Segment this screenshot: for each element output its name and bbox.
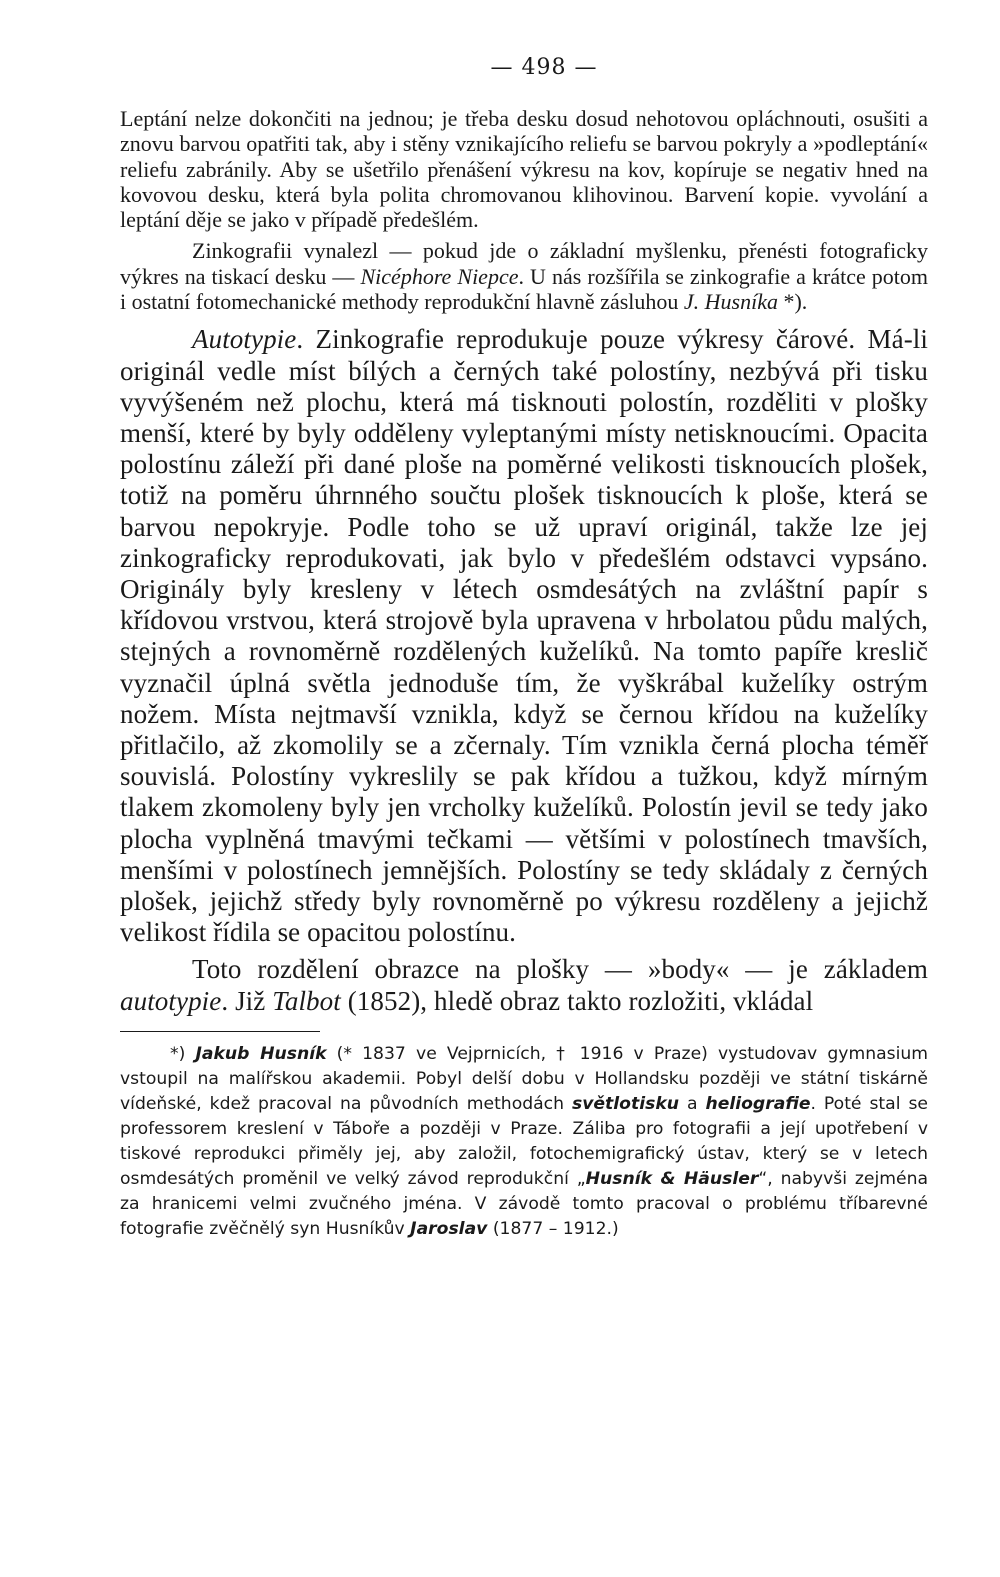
footnote-marker: *) xyxy=(170,1043,196,1064)
footnote-term-svetlotisk: světlotisku xyxy=(571,1093,679,1114)
paragraph-4-text-c: (1852), hledě obraz takto rozložiti, vkládal xyxy=(340,985,814,1016)
paragraph-2-name-husnik: J. Husníka xyxy=(683,289,778,315)
footnote-firm-name: Husník & Häusler xyxy=(585,1168,759,1189)
paragraph-2-text-a: Zinkografii vynalezl — pokud jde o základní myšlenku, přenésti fotograficky výkres na tiskací desku — xyxy=(120,238,928,289)
paragraph-1 xyxy=(120,106,928,232)
document-page xyxy=(120,55,928,1242)
footnote-name-husnik: Jakub Husník xyxy=(195,1043,327,1064)
paragraph-4-text-b: . Již xyxy=(221,985,273,1016)
footnote-text-b: a xyxy=(678,1093,706,1114)
paragraph-2-name-niepce: Nicéphore Niepce xyxy=(360,263,519,289)
page-number: — 498 — xyxy=(490,55,598,80)
paragraph-3 xyxy=(120,324,928,948)
footnote-text-d: “, nabyvši zejména za hranicemi velmi zvučného jména. V závodě tomto pracoval o problému tříbarevné fotografie zvěčnělý syn Husníkův xyxy=(120,1168,928,1239)
paragraph-4-text-a: Toto rozdělení obrazce na plošky — »body« — je základem xyxy=(192,954,928,985)
footnote-text-e: (1877 – 1912.) xyxy=(487,1218,619,1239)
footnote-text-a: (* 1837 ve Vejprnicích, † 1916 v Praze) vystudovav gymnasium vstoupil na malířskou akademii. Pobyl delší dobu v Hollandsku později ve státní tiskárně vídeňské, kdež pracoval na původních methodách xyxy=(120,1043,928,1114)
paragraph-2-text-b: . U nás rozšířila se zinkografie a krátce potom i ostatní fotomechanické methody reprodukční hlavně zásluhou xyxy=(120,263,929,315)
paragraph-4-name-talbot: Talbot xyxy=(272,985,341,1016)
footnote-term-heliografie: heliografie xyxy=(705,1093,811,1114)
paragraph-1-text: Leptání nelze dokončiti na jednou; je třeba desku dosud nehotovou opláchnouti, osušiti a znovu barvou opatřiti tak, aby i stěny vznikajícího reliefu se barvou pokryly a »podleptání« reliefu zabránily. Aby se ušetřilo přenášení výkresu na kov, kopíruje se negativ hned na kovovou desku, která byla polita chromovanou klihovinou. Barvení kopie. vyvolání a leptání děje se jako v případě předešlém. xyxy=(120,106,928,233)
footnote-divider xyxy=(120,1031,320,1032)
footnote xyxy=(120,1042,928,1242)
footnote-text-c: . Poté stal se professorem kreslení v Táboře a později v Praze. Záliba pro fotografii a její upotřebení v tiskové reprodukci přiměly jej, aby založil, fotochemigrafický ústav, který se v letech osmdesátých proměnil ve velký závod reprodukční „ xyxy=(120,1093,928,1189)
paragraph-2 xyxy=(120,238,928,314)
footnote-name-jaroslav: Jaroslav xyxy=(410,1218,488,1239)
paragraph-3-text: . Zinkografie reprodukuje pouze výkresy čárové. Má-li originál vedle míst bílých a černých také polostíny, nezbývá při tisku vyvýšeném než plochu, která má tisknouti polostín, rozděliti v plošky menší, které by byly odděleny vyleptanými místy netisknoucími. Opacita polostínu záleží při dané ploše na poměrné velikosti tisknoucích plošek, totiž na poměru úhrnného součtu plošek tisknoucích k ploše, která se barvou nepokryje. Podle toho se už upraví originál, takže lze jej zinkograficky reprodukovati, jak bylo v předešlém odstavci vypsáno. Originály byly kresleny v létech osmdesátých na zvláštní papír s křídovou vrstvou, která strojově byla upravena v hrbolatou půdu malých, stejných a rovnoměrně rozdělených kuželíků. Na tomto papíře kreslič vyznačil úplná světla jednoduše tím, že vyškrábal kuželíky ostrým nožem. Místa nejtmavší vznikla, když se černou křídou na kuželíky přitlačilo, až zkomolily se a zčernaly. Tím vznikla černá plocha téměř souvislá. Polostíny vykreslily se pak křídou a tužkou, když mírným tlakem zkomoleny byly jen vrcholky kuželíků. Polostín jevil se tedy jako plocha vyplněná tmavými tečkami — většími v polostínech tmavších, menšími v polostínech jemnějších. Polostíny se tedy skládaly z černých plošek, jejichž středy byly rovnoměrně po výkresu rozděleny a jejichž velikost řídila se opacitou polostínu. xyxy=(120,324,928,948)
paragraph-4 xyxy=(120,954,928,1016)
paragraph-4-term-autotypie: autotypie xyxy=(120,985,222,1016)
paragraph-2-footnote-ref: *). xyxy=(777,289,808,315)
paragraph-3-heading: Autotypie xyxy=(192,324,297,355)
